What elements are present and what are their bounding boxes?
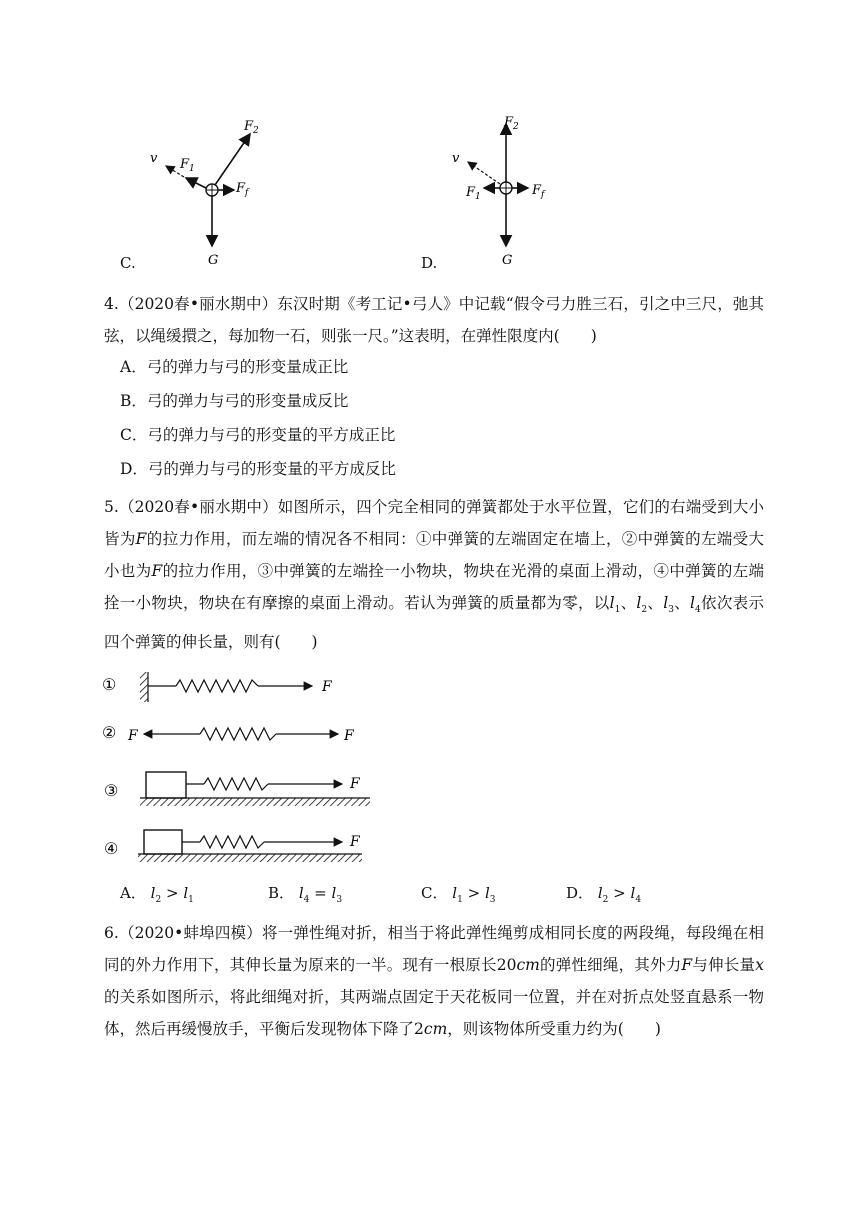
svg-text:F: F (128, 728, 138, 744)
option-label-d: D. (421, 254, 438, 272)
q4-option-d: D．弓的弹力与弓的形变量的平方成反比 (120, 460, 396, 478)
arrow-F1 (186, 178, 206, 188)
figure-label-2: ② (102, 723, 117, 742)
label-G: G (208, 253, 219, 268)
svg-text:F1: $F_1$ (180, 157, 195, 174)
q4-option-b: B．弓的弹力与弓的形变量成反比 (120, 392, 349, 410)
svg-text:Ff: $F_f$ (532, 183, 545, 200)
option-label-c: C. (120, 254, 136, 272)
figure-label-4: ④ (104, 839, 119, 858)
arrow-F2 (215, 134, 250, 185)
svg-text:F1: $F_1$ (466, 185, 481, 202)
q3-diagram-c (110, 110, 290, 275)
svg-text:F: F (350, 834, 360, 850)
q5-option-c: C． $l_1 > l_3$ (421, 884, 496, 905)
svg-text:G: G (502, 253, 513, 268)
svg-text:F: F (344, 728, 354, 744)
svg-text:F2: $F_2$ (504, 115, 519, 132)
q5-option-a: A． $l_2 > l_1$ (120, 884, 194, 905)
svg-text:F: F (322, 679, 332, 695)
svg-text:Ff: $F_f$ (236, 181, 249, 198)
svg-text:v: v (452, 151, 460, 166)
figure-label-3: ③ (104, 781, 119, 800)
q4-option-a: A．弓的弹力与弓的形变量成正比 (120, 358, 349, 376)
figure-label-1: ① (102, 675, 117, 694)
q6-stem: 6.（2020•蚌埠四模）将一弹性绳对折，相当于将此弹性绳剪成相同长度的两段绳，每段绳在相同的外力作用下，其伸长量为原来的一半。现有一根原长20cm的弹性细绳，其外力F与伸长量x的关系如图所示，将此细绳对折，其两端点固定于天花板同一位置，并在对折点处竖直悬系一物体，然后再缓慢放手，平衡后发现物体下降了2cm，则该物体所受重力约为( ) (104, 924, 764, 1038)
q5-option-b: B． $l_4 = l_3$ (268, 884, 343, 905)
label-v: v (150, 151, 158, 166)
q5-spring-figures (100, 668, 390, 868)
q4-stem: 4.（2020春•丽水期中）东汉时期《考工记•弓人》中记载“假令弓力胜三石，引之中三尺，弛其弦，以绳缓擐之，每加物一石，则张一尺。”这表明，在弹性限度内( ) (104, 295, 764, 345)
svg-text:F: F (350, 776, 360, 792)
q4-option-c: C．弓的弹力与弓的形变量的平方成正比 (120, 426, 396, 444)
svg-text:F2: $F_2$ (244, 119, 259, 136)
q5-stem: 5.（2020春•丽水期中）如图所示，四个完全相同的弹簧都处于水平位置，它们的右端受到大小皆为F的拉力作用，而左端的情况各不相同：①中弹簧的左端固定在墙上，②中弹簧的左端受大小也为F的拉力作用，③中弹簧的左端拴一小物块，物块在光滑的桌面上滑动，④中弹簧的左端拴一小物块，物块在有摩擦的桌面上滑动。若认为弹簧的质量都为零，以$l_1$、$l_2$、$l_3$、$l_4$依次表示四个弹簧的伸长量，则有( ) (104, 498, 764, 652)
q5-option-d: D． $l_2 > l_4$ (566, 884, 642, 905)
q3-diagram-d (440, 110, 590, 275)
